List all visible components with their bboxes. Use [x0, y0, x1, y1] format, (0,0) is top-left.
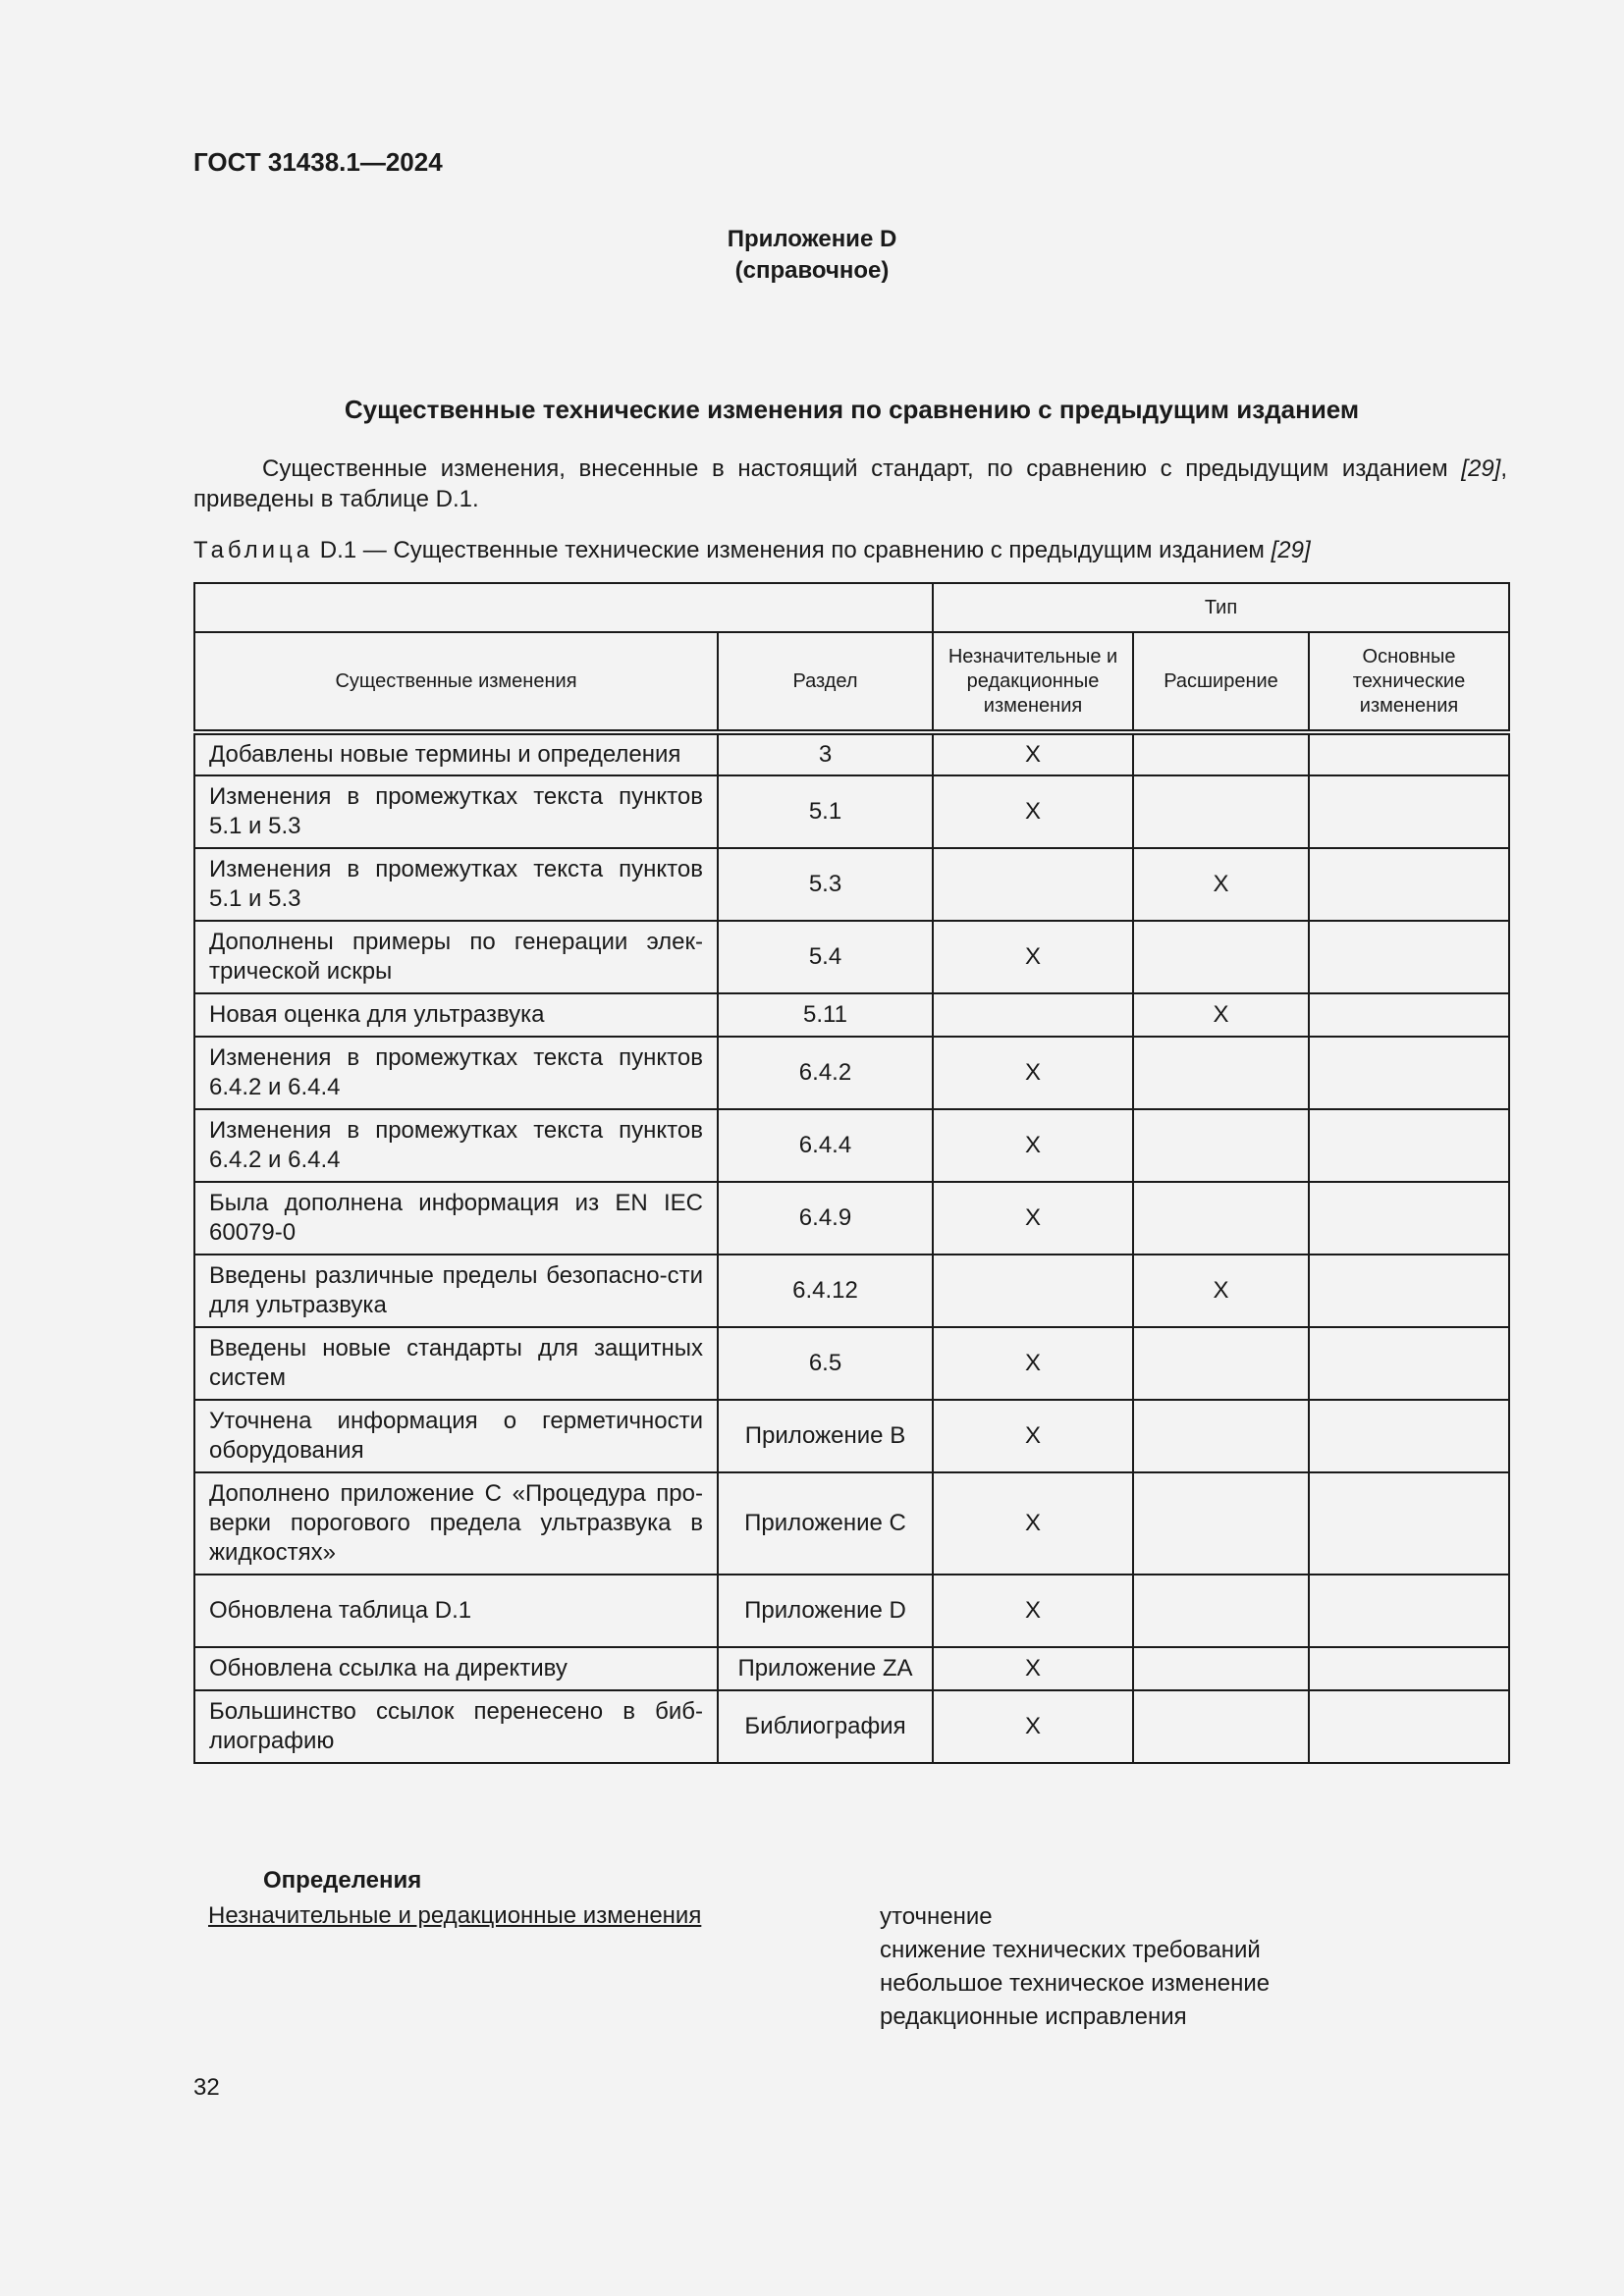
- intro-ref: [29]: [1461, 455, 1501, 482]
- table-row: [194, 732, 1509, 775]
- row-minor-mark: X: [933, 921, 1133, 993]
- row-section: 6.4.9: [718, 1182, 933, 1255]
- document-header: ГОСТ 31438.1—2024: [193, 147, 443, 177]
- row-extension-mark: [1133, 1647, 1309, 1690]
- definition-item: небольшое техническое изменение: [880, 1970, 1271, 1997]
- table-row: [194, 1327, 1509, 1400]
- table-row: [194, 1472, 1509, 1575]
- row-extension-mark: [1133, 1575, 1309, 1647]
- row-section: Библиография: [718, 1690, 933, 1763]
- row-extension-mark: [1133, 775, 1309, 848]
- annex-heading: [0, 224, 1624, 287]
- row-section: 5.3: [718, 848, 933, 921]
- definitions-list: [880, 1900, 1270, 2034]
- row-major-mark: [1309, 921, 1509, 993]
- row-minor-mark: X: [933, 1690, 1133, 1763]
- definition-item: снижение технических требований: [880, 1937, 1261, 1963]
- intro-paragraph: [193, 454, 1507, 514]
- row-description: Изменения в промежутках текста пунктов 5.1 и 5.3: [194, 775, 718, 848]
- table-row: [194, 1037, 1509, 1109]
- row-description: Дополнено приложение C «Процедура про-верки порогового предела ультразвука в жидкостях»: [194, 1472, 718, 1575]
- row-section: 5.4: [718, 921, 933, 993]
- row-major-mark: [1309, 848, 1509, 921]
- row-major-mark: [1309, 1690, 1509, 1763]
- row-extension-mark: [1133, 732, 1309, 775]
- row-section: Приложение ZA: [718, 1647, 933, 1690]
- table-row: [194, 921, 1509, 993]
- table-row: [194, 993, 1509, 1037]
- section-title: Существенные технические изменения по сравнению с предыдущим изданием: [344, 395, 1360, 424]
- table-row: [194, 1575, 1509, 1647]
- row-major-mark: [1309, 1400, 1509, 1472]
- header-empty-cell: [194, 583, 933, 632]
- row-section: Приложение D: [718, 1575, 933, 1647]
- table-caption: [193, 537, 1311, 564]
- row-section: Приложение B: [718, 1400, 933, 1472]
- row-extension-mark: [1133, 1472, 1309, 1575]
- row-major-mark: [1309, 993, 1509, 1037]
- header-type: Тип: [933, 583, 1509, 632]
- row-major-mark: [1309, 1472, 1509, 1575]
- changes-table: [193, 582, 1510, 1764]
- intro-tail: , приведены в таблице D.1.: [193, 455, 1507, 512]
- row-section: 6.4.4: [718, 1109, 933, 1182]
- row-minor-mark: X: [933, 1037, 1133, 1109]
- row-section: 5.11: [718, 993, 933, 1037]
- row-description: Была дополнена информация из EN IEC 60079-0: [194, 1182, 718, 1255]
- table-row: [194, 1400, 1509, 1472]
- row-minor-mark: X: [933, 1647, 1133, 1690]
- row-minor-mark: X: [933, 1400, 1133, 1472]
- row-extension-mark: X: [1133, 848, 1309, 921]
- row-minor-mark: [933, 993, 1133, 1037]
- row-major-mark: [1309, 1647, 1509, 1690]
- table-row: [194, 848, 1509, 921]
- header-extension: Расширение: [1133, 632, 1309, 732]
- row-major-mark: [1309, 1037, 1509, 1109]
- row-minor-mark: X: [933, 1182, 1133, 1255]
- annex-title: Приложение D: [727, 226, 897, 252]
- row-major-mark: [1309, 775, 1509, 848]
- intro-text: Существенные изменения, внесенные в настоящий стандарт, по сравнению с предыдущим изданием: [262, 455, 1462, 482]
- row-description: Введены различные пределы безопасно-сти для ультразвука: [194, 1255, 718, 1327]
- row-extension-mark: X: [1133, 1255, 1309, 1327]
- row-minor-mark: X: [933, 775, 1133, 848]
- row-major-mark: [1309, 1255, 1509, 1327]
- row-section: 6.5: [718, 1327, 933, 1400]
- row-extension-mark: [1133, 1037, 1309, 1109]
- row-section: 6.4.2: [718, 1037, 933, 1109]
- row-extension-mark: [1133, 1327, 1309, 1400]
- row-description: Уточнена информация о герметичности оборудования: [194, 1400, 718, 1472]
- row-description: Обновлена ссылка на директиву: [194, 1647, 718, 1690]
- row-description: Изменения в промежутках текста пунктов 5.1 и 5.3: [194, 848, 718, 921]
- row-description: Изменения в промежутках текста пунктов 6.4.2 и 6.4.4: [194, 1037, 718, 1109]
- row-minor-mark: [933, 848, 1133, 921]
- row-section: 5.1: [718, 775, 933, 848]
- row-section: 6.4.12: [718, 1255, 933, 1327]
- caption-text: D.1 — Существенные технические изменения по сравнению с предыдущим изданием: [313, 537, 1272, 563]
- row-section: Приложение C: [718, 1472, 933, 1575]
- annex-subtitle: (справочное): [734, 257, 890, 284]
- definition-item: редакционные исправления: [880, 2003, 1187, 2030]
- row-major-mark: [1309, 1575, 1509, 1647]
- table-body: [194, 732, 1509, 1763]
- definition-item: уточнение: [880, 1903, 993, 1930]
- row-minor-mark: X: [933, 1109, 1133, 1182]
- row-minor-mark: [933, 1255, 1133, 1327]
- row-description: Дополнены примеры по генерации элек-трической искры: [194, 921, 718, 993]
- row-extension-mark: [1133, 1109, 1309, 1182]
- definitions-term: Незначительные и редакционные изменения: [208, 1902, 702, 1929]
- row-extension-mark: [1133, 1182, 1309, 1255]
- page-number: 32: [193, 2074, 220, 2101]
- row-description: Введены новые стандарты для защитных систем: [194, 1327, 718, 1400]
- row-description: Новая оценка для ультразвука: [194, 993, 718, 1037]
- table-header-row: [194, 583, 1509, 632]
- row-description: Обновлена таблица D.1: [194, 1575, 718, 1647]
- row-minor-mark: X: [933, 1327, 1133, 1400]
- row-extension-mark: X: [1133, 993, 1309, 1037]
- row-minor-mark: X: [933, 1472, 1133, 1575]
- row-minor-mark: X: [933, 732, 1133, 775]
- row-minor-mark: X: [933, 1575, 1133, 1647]
- row-section: 3: [718, 732, 933, 775]
- row-extension-mark: [1133, 1400, 1309, 1472]
- header-major: Основные технические изменения: [1309, 632, 1509, 732]
- row-major-mark: [1309, 1327, 1509, 1400]
- row-description: Изменения в промежутках текста пунктов 6.4.2 и 6.4.4: [194, 1109, 718, 1182]
- table-row: [194, 775, 1509, 848]
- caption-ref: [29]: [1271, 537, 1311, 563]
- row-description: Добавлены новые термины и определения: [194, 732, 718, 775]
- table-row: [194, 1109, 1509, 1182]
- definitions-title: Определения: [263, 1867, 422, 1894]
- row-major-mark: [1309, 1182, 1509, 1255]
- header-minor: Незначительные и редакционные изменения: [933, 632, 1133, 732]
- table-header-row: [194, 632, 1509, 732]
- table-row: [194, 1182, 1509, 1255]
- caption-label: Таблица: [193, 537, 314, 563]
- row-extension-mark: [1133, 1690, 1309, 1763]
- header-changes: Существенные изменения: [194, 632, 718, 732]
- row-extension-mark: [1133, 921, 1309, 993]
- table-row: [194, 1647, 1509, 1690]
- row-major-mark: [1309, 732, 1509, 775]
- header-section: Раздел: [718, 632, 933, 732]
- table-row: [194, 1690, 1509, 1763]
- row-major-mark: [1309, 1109, 1509, 1182]
- table-row: [194, 1255, 1509, 1327]
- row-description: Большинство ссылок перенесено в биб-лиографию: [194, 1690, 718, 1763]
